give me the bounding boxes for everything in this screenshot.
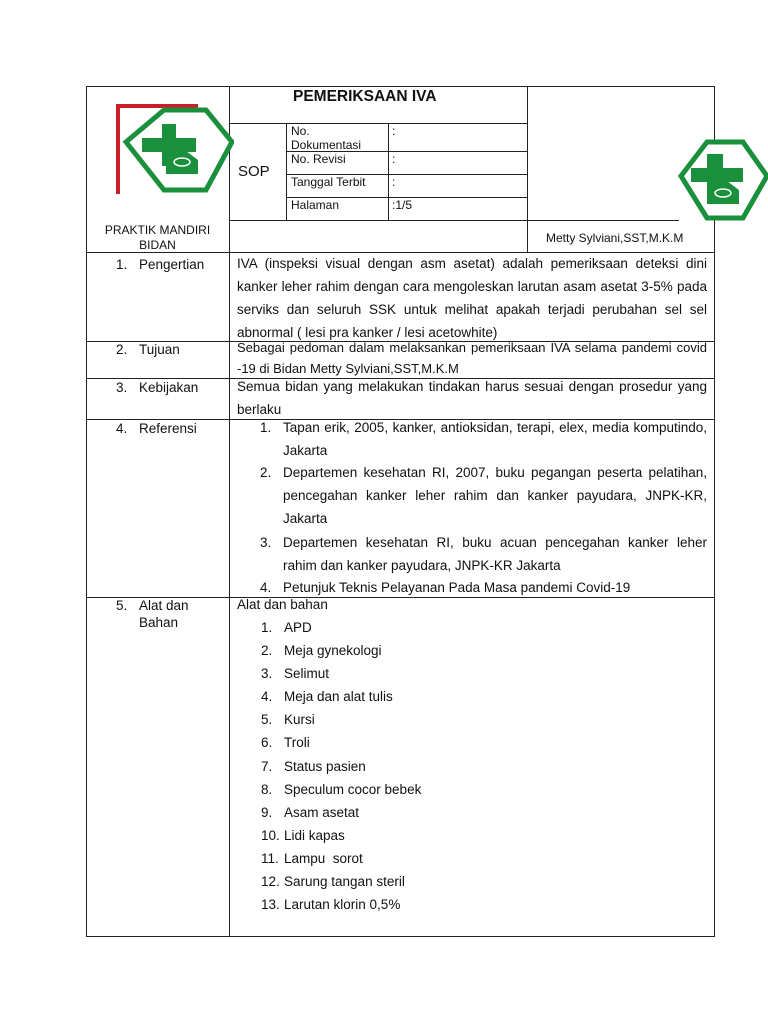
list-number: 8. (261, 782, 273, 797)
meta-value-halaman: :1/5 (392, 198, 413, 212)
table-border (229, 220, 679, 221)
section-number: 5. (116, 598, 128, 613)
item-text: Lampu sorot (284, 851, 363, 866)
section-number: 4. (116, 421, 128, 436)
list-item (261, 662, 561, 685)
list-item (261, 870, 561, 893)
section-number: 1. (116, 257, 128, 272)
item-text: Meja gynekologi (284, 643, 382, 658)
sop-label: SOP (238, 163, 270, 180)
list-item (261, 824, 561, 847)
table-border (86, 936, 715, 937)
list-item (261, 639, 561, 662)
reference-item (260, 531, 708, 577)
item-text: Status pasien (284, 759, 366, 774)
item-text: Sarung tangan steril (284, 874, 405, 889)
item-text: Meja dan alat tulis (284, 689, 393, 704)
list-item (261, 708, 561, 731)
section-label: Referensi (139, 421, 197, 436)
document-title: PEMERIKSAAN IVA (293, 88, 437, 105)
list-number: 10. (261, 828, 280, 843)
reference-text: Departemen kesehatan RI, 2007, buku pegangan peserta pelatihan, pencegahan kanker leher rahim dan kanker payudara, JNPK-KR, Jakarta (283, 465, 707, 526)
list-number: 4. (261, 689, 273, 704)
list-item (261, 616, 561, 639)
org-name-line1: PRAKTIK MANDIRI (104, 223, 211, 237)
item-text: Troli (284, 735, 310, 750)
list-item (261, 755, 561, 778)
section-label: Tujuan (139, 342, 180, 357)
list-number: 3. (261, 666, 273, 681)
meta-value-tanggal-terbit: : (392, 175, 396, 189)
list-number: 6. (261, 735, 273, 750)
section-label: Kebijakan (139, 380, 199, 395)
reference-text: Tapan erik, 2005, kanker, antioksidan, terapi, elex, media komputindo, Jakarta (283, 420, 707, 458)
alat-heading: Alat dan bahan (237, 597, 328, 612)
section-number: 3. (116, 380, 128, 395)
item-text: Selimut (284, 666, 330, 681)
item-text: APD (284, 620, 312, 635)
tujuan-text: Sebagai pedoman dalam melaksankan pemeriksaan IVA selama pandemi covid -19 di Bidan Metty Sylviani,SST,M.K.M (237, 340, 707, 376)
signer-name: Metty Sylviani,SST,M.K.M (546, 231, 684, 245)
table-border (229, 86, 230, 937)
list-number: 2. (260, 465, 272, 480)
table-border (86, 86, 87, 937)
table-border (527, 86, 528, 252)
list-item (261, 847, 561, 870)
meta-label-halaman: Halaman (291, 198, 340, 212)
health-cross-logo-left (114, 104, 234, 196)
meta-label-tanggal-terbit: Tanggal Terbit (291, 175, 366, 189)
list-number: 12. (261, 874, 280, 889)
pengertian-text: IVA (inspeksi visual dengan asm asetat) adalah pemeriksaan deteksi dini kanker leher rahim dengan cara mengoleskan larutan asam asetat 3-5% pada serviks dan seluruh SSK untuk melihat apakah terjadi perubahan sel sel abnormal ( lesi pra kanker / lesi acetowhite) (237, 256, 707, 340)
list-number: 13. (261, 897, 280, 912)
item-text: Asam asetat (284, 805, 360, 820)
health-cross-logo-right (677, 136, 768, 224)
list-number: 7. (261, 759, 273, 774)
list-number: 1. (260, 420, 272, 435)
org-name-line2: BIDAN (139, 238, 176, 252)
section-number: 2. (116, 342, 128, 357)
table-border (388, 123, 389, 220)
reference-text: Departemen kesehatan RI, buku acuan pencegahan kanker leher rahim dan kanker payudara, JNPK-KR Jakarta (283, 535, 707, 573)
list-number: 1. (261, 620, 273, 635)
list-item (261, 801, 561, 824)
list-number: 4. (260, 580, 272, 595)
list-number: 11. (261, 851, 279, 866)
list-item (261, 778, 561, 801)
section-label: Alat dan (139, 598, 189, 613)
meta-value-no-revisi: : (392, 152, 396, 166)
item-text: Speculum cocor bebek (284, 782, 422, 797)
list-number: 3. (260, 535, 272, 550)
reference-item (260, 461, 708, 530)
meta-value-no-dokumentasi: : (392, 124, 396, 138)
list-number: 2. (261, 643, 273, 658)
reference-item (260, 416, 708, 462)
list-number: 9. (261, 805, 273, 820)
reference-text: Petunjuk Teknis Pelayanan Pada Masa pandemi Covid-19 (283, 580, 631, 595)
list-item (261, 685, 561, 708)
item-text: Larutan klorin 0,5% (284, 897, 401, 912)
meta-label-no-revisi: No. Revisi (291, 152, 346, 166)
list-item (261, 893, 561, 916)
table-border (286, 123, 287, 220)
section-label: Pengertian (139, 257, 205, 272)
meta-label-no-dokumentasi: No. Dokumentasi (291, 124, 362, 152)
list-item (261, 731, 561, 754)
table-border (86, 86, 715, 87)
list-number: 5. (261, 712, 273, 727)
item-text: Kursi (284, 712, 315, 727)
section-label: Bahan (139, 615, 179, 630)
item-text: Lidi kapas (284, 828, 345, 843)
kebijakan-text: Semua bidan yang melakukan tindakan harus sesuai dengan prosedur yang berlaku (237, 379, 707, 417)
